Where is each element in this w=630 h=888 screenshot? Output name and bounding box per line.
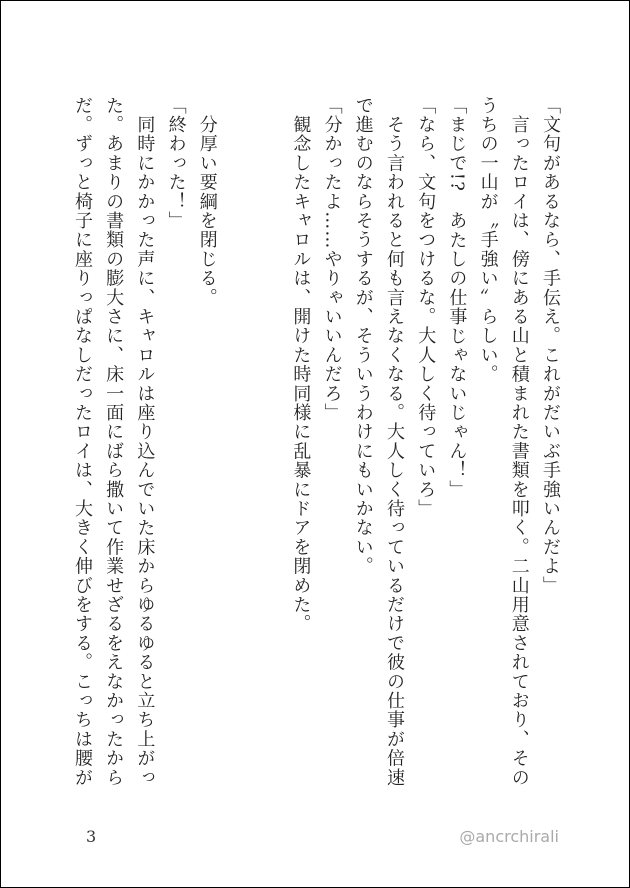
blank-line-2 [223, 96, 254, 816]
text-line-7: で進むのならそうするが、そういうわけにもいかない。 [352, 96, 374, 576]
text-line-6: そう言われると何も言えなくなる。大人しく待っているだけで彼の仕事が倍速 [383, 96, 405, 788]
text-line-1: 「文句があるなら、手伝え。これがだいぶ手強いんだよ」 [540, 96, 561, 596]
text-line-4: 「まじで!? あたしの仕事じゃないじゃん！」 [446, 96, 468, 500]
text-line-3: うちの一山が〝手強い〟らしい。 [477, 96, 499, 384]
vertical-text-block [71, 96, 566, 816]
text-line-2: 言ったロイは、傍にある山と積まれた書類を叩く。二山用意されており、その [508, 96, 530, 788]
text-line-9: 観念したキャロルは、開けた時同様に乱暴にドアを閉めた。 [290, 96, 312, 634]
text-line-12: 同時にかかった声に、キャロルは座り込んでいた床からゆるゆると立ち上がっ [134, 96, 156, 788]
text-line-13: た。あまりの書類の膨大さに、床一面にばら撒いて作業せざるをえなかったから [103, 96, 125, 788]
text-line-8: 「分かったよ……やりゃいいんだろ」 [321, 96, 343, 423]
author-watermark: @ancrchirali [459, 827, 559, 846]
text-line-14: だ。ずっと椅子に座りっぱなしだったロイは、大きく伸びをする。こっちは腰が [71, 96, 93, 788]
text-line-10: 分厚い要綱を閉じる。 [196, 96, 218, 308]
text-line-5: 「なら、文句をつけるな。大人しく待っていろ」 [415, 96, 437, 519]
blank-line-1 [254, 96, 285, 816]
text-line-11: 「終わった！」 [165, 96, 187, 231]
page-number: 3 [86, 827, 97, 846]
